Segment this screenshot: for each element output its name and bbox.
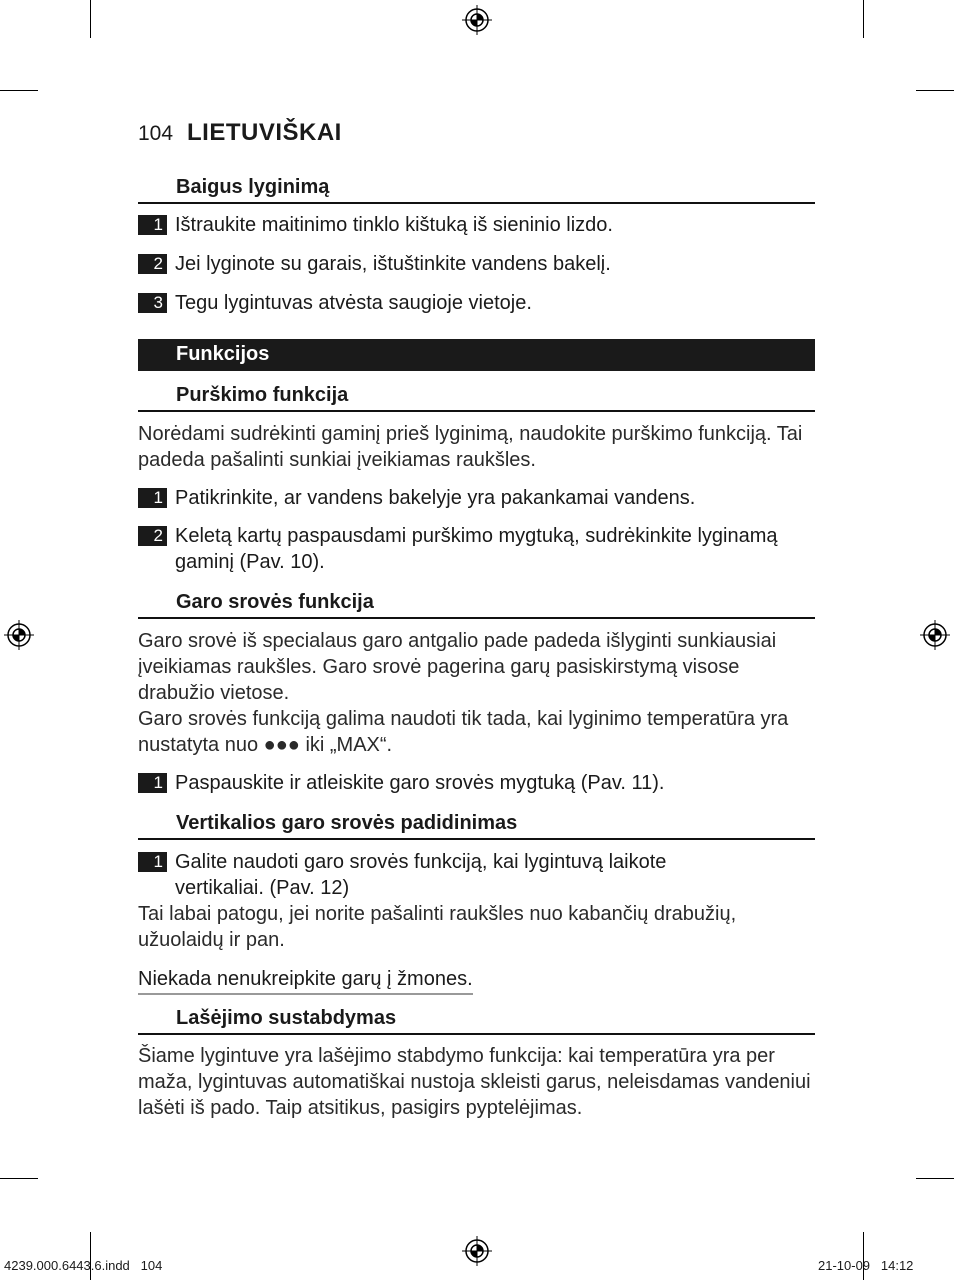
registration-mark-icon — [462, 1236, 492, 1266]
crop-mark-icon — [916, 1178, 954, 1179]
step-number: 2 — [138, 254, 167, 274]
crop-mark-icon — [863, 0, 864, 38]
section-heading-finish — [138, 174, 815, 204]
language-title: LIETUVIŠKAI — [187, 119, 342, 146]
step-text: Patikrinkite, ar vandens bakelyje yra pakankamai vandens. — [175, 487, 696, 509]
crop-mark-icon — [0, 90, 38, 91]
section-heading-shot — [138, 589, 815, 619]
step-text: Tegu lygintuvas atvėsta saugioje vietoje. — [175, 292, 532, 314]
heading-text: Vertikalios garo srovės padidinimas — [176, 812, 518, 834]
section-heading-drip — [138, 1005, 815, 1035]
warning-text: Niekada nenukreipkite garų į žmones. — [138, 966, 473, 995]
section-bar-title: Funkcijos — [176, 343, 270, 365]
heading-text: Garo srovės funkcija — [176, 591, 374, 613]
step-number: 1 — [138, 215, 167, 235]
registration-mark-icon — [920, 620, 950, 650]
page-number: 104 — [138, 122, 174, 145]
step-text: Keletą kartų paspausdami purškimo mygtuką, sudrėkinkite lyginamą gaminį (Pav. 10). — [175, 525, 778, 573]
step-number: 1 — [138, 773, 167, 793]
heading-text: Purškimo funkcija — [176, 384, 349, 406]
list-item — [138, 251, 818, 277]
step-text: Jei lyginote su garais, ištuštinkite vandens bakelį. — [175, 253, 611, 275]
registration-mark-icon — [462, 5, 492, 35]
step-text: Ištraukite maitinimo tinklo kištuką iš sieninio lizdo. — [175, 214, 613, 236]
list-item — [138, 212, 818, 238]
paragraph-drip: Šiame lygintuve yra lašėjimo stabdymo funkcija: kai temperatūra yra per maža, lygintuvas automatiškai nustoja skleisti garus, neleisdamas vandeniui lašėti iš pado. Taip atsitikus, pasigirs pyptelėjimas. — [138, 1045, 811, 1119]
list-item — [138, 523, 818, 575]
step-text: Paspauskite ir atleiskite garo srovės mygtuką (Pav. 11). — [175, 772, 665, 794]
paragraph-spray-intro: Norėdami sudrėkinti gaminį prieš lyginimą, naudokite purškimo funkciją. Tai padeda pašalinti sunkiai įveikiamas raukšles. — [138, 423, 803, 471]
step-number: 2 — [138, 526, 167, 546]
section-heading-spray — [138, 382, 815, 412]
paragraph-shot-intro: Garo srovė iš specialaus garo antgalio pade padeda išlyginti sunkiausiai įveikiamas raukšles. Garo srovė pagerina garų pasiskirstymą visose drabužio vietose. — [138, 630, 777, 704]
paragraph-vertical-note: Tai labai patogu, jei norite pašalinti raukšles nuo kabančių drabužių, užuolaidų ir pan. — [138, 903, 737, 951]
step-number: 3 — [138, 293, 167, 313]
crop-mark-icon — [0, 1178, 38, 1179]
section-bar-functions — [138, 339, 815, 371]
list-item — [138, 485, 818, 511]
list-item — [138, 290, 818, 316]
list-item — [138, 849, 818, 901]
list-item — [138, 770, 818, 796]
footer-file-info: 4239.000.6443.6.indd 104 — [4, 1258, 163, 1273]
heading-text: Baigus lyginimą — [176, 176, 330, 198]
paragraph-shot-temperature: Garo srovės funkciją galima naudoti tik tada, kai lyginimo temperatūra yra nustatyta nuo ●●● iki „MAX“. — [138, 708, 789, 756]
footer-timestamp: 21-10-09 14:12 — [818, 1258, 914, 1273]
crop-mark-icon — [90, 0, 91, 38]
section-heading-vertical — [138, 810, 815, 840]
step-text: Galite naudoti garo srovės funkciją, kai lygintuvą laikote vertikaliai. (Pav. 12) — [175, 851, 667, 899]
registration-mark-icon — [4, 620, 34, 650]
heading-text: Lašėjimo sustabdymas — [176, 1007, 397, 1029]
step-number: 1 — [138, 488, 167, 508]
step-number: 1 — [138, 852, 167, 872]
crop-mark-icon — [916, 90, 954, 91]
